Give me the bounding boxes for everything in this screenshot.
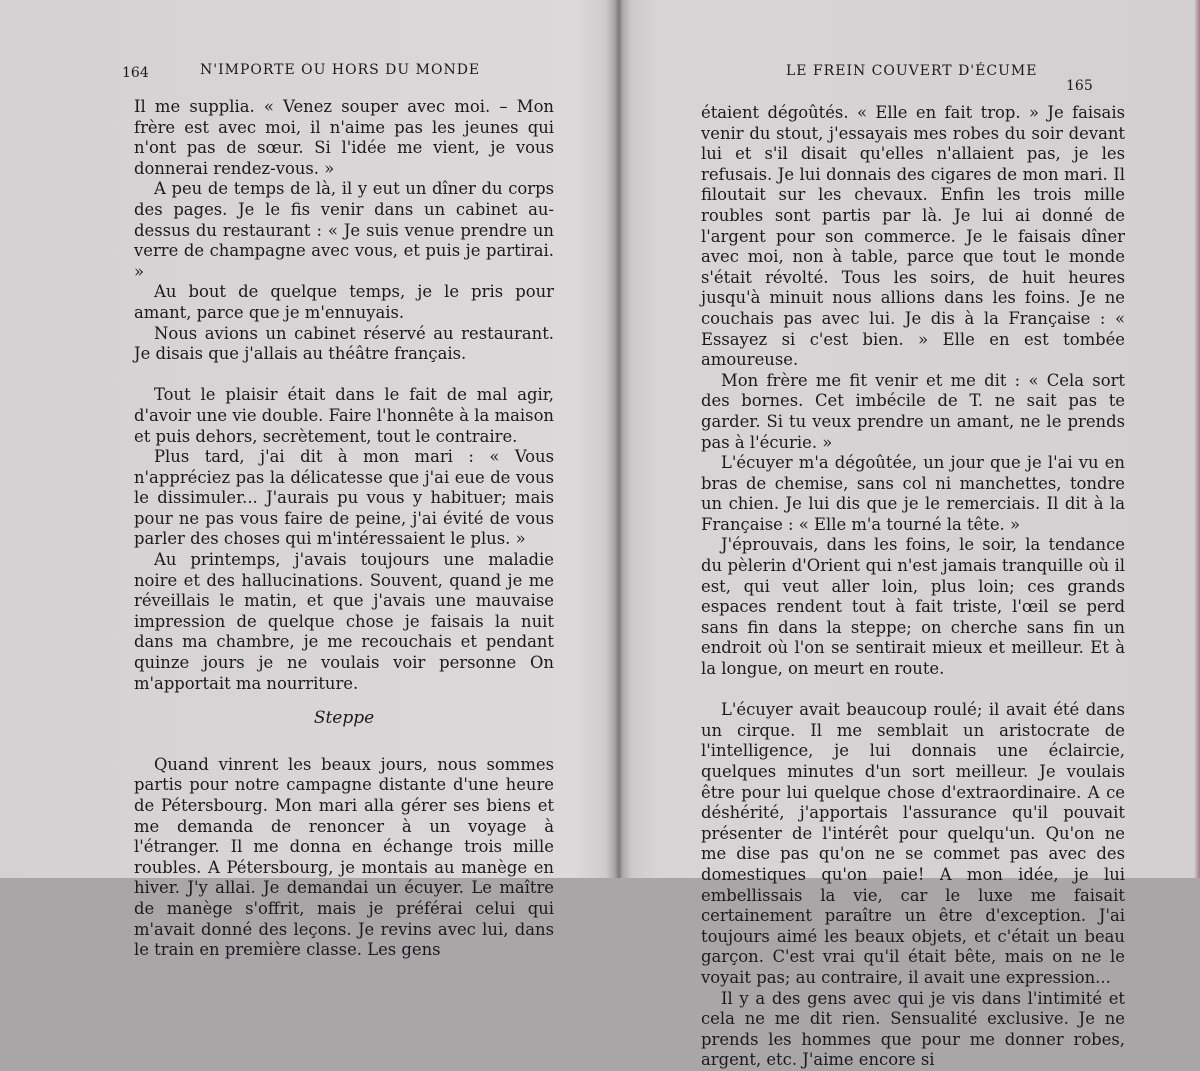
paragraph: Quand vinrent les beaux jours, nous sommes partis pour notre campagne distante d'une heure de Pétersbourg. Mon mari alla gérer ses biens et me demanda de renoncer à un voyage à l'étranger. Il me donna en échange trois mille roubles. A Pétersbourg, je montais au manège en hiver. J'y allai. Je demandai un écuyer. Le maître de manège s'offrit, mais je préférai celui qui m'avait donné des leçons. Je revins avec lui, dans le train en première classe. Les gens: [134, 754, 554, 960]
paragraph: Mon frère me fit venir et me dit : « Cela sort des bornes. Cet imbécile de T. ne sait pas te garder. Si tu veux prendre un amant, ne le prends pas à l'écurie. »: [701, 370, 1125, 452]
paragraph: Il me supplia. « Venez souper avec moi. – Mon frère est avec moi, il n'aime pas les jeunes qui n'ont pas de sœur. Si l'idée me vient, je vous donnerai rendez-vous. »: [134, 97, 554, 178]
paragraph: A peu de temps de là, il y eut un dîner du corps des pages. Je le fis venir dans un cabinet au-dessus du restaurant : « Je suis venue prendre un verre de champagne avec vous, et puis je partirai. »: [134, 179, 554, 281]
paragraph: étaient dégoûtés. « Elle en fait trop. » Je faisais venir du stout, j'essayais mes robes du soir devant lui et s'il disait qu'elles n'allaient pas, je les refusais. Je lui donnais des cigares de mon mari. Il filoutait sur les chevaux. Enfin les trois mille roubles sont partis par là. Je lui ai donné de l'argent pour son commerce. Je le faisais dîner avec moi, non à table, parce que tout le monde s'était révolté. Tous les soirs, de huit heures jusqu'à minuit nous allions dans les foins. Je ne couchais pas avec lui. Je dis à la Française : « Essayez si c'est bien. » Elle en est tombée amoureuse.: [701, 103, 1125, 370]
paragraph: L'écuyer m'a dégoûtée, un jour que je l'ai vu en bras de chemise, sans col ni manchettes, tondre un chien. Je lui dis que je le remerciais. Il dit à la Française : « Elle m'a tourné la tête. »: [701, 453, 1125, 534]
paragraph: Nous avions un cabinet réservé au restaurant. Je disais que j'allais au théâtre français.: [134, 323, 554, 364]
left-page-body: [134, 97, 554, 961]
paragraph: Plus tard, j'ai dit à mon mari : « Vous n'appréciez pas la délicatesse que j'ai eue de vous le dissimuler... J'aurais pu vous y habituer; mais pour ne pas vous faire de peine, j'ai évité de vous parler des choses qui m'intéressaient le plus. »: [134, 447, 554, 549]
paragraph: L'écuyer avait beaucoup roulé; il avait été dans un cirque. Il me semblait un aristocrate de l'intelligence, je lui donnais une éclaircie, quelques minutes d'un sort meilleur. Je voulais être pour lui quelque chose d'extraordinaire. A ce déshérité, j'apportais l'assurance qu'il pouvait présenter de l'intérêt pour quelqu'un. Qu'on ne me dise pas qu'on ne se commet pas avec des domestiques qu'on paie! A mon idée, je lui embellissais la vie, car le luxe me faisait certainement paraître un être d'exception. J'ai toujours aimé les beaux objets, et c'était un beau garçon. C'est vrai qu'il était bête, mais on ne le voyait pas; au contraire, il avait une expression...: [701, 700, 1125, 987]
running-head-right: LE FREIN COUVERT D'ÉCUME: [786, 63, 1038, 79]
left-page: [0, 0, 612, 960]
paragraph: Au printemps, j'avais toujours une maladie noire et des hallucinations. Souvent, quand je me réveillais le matin, et que j'avais une mauvaise impression de quelque chose je faisais la nuit dans ma chambre, je me recouchais et pendant quinze jours je ne voulais voir personne On m'apportait ma nourriture.: [134, 550, 554, 693]
running-head-left: N'IMPORTE OU HORS DU MONDE: [200, 62, 481, 78]
paragraph: Tout le plaisir était dans le fait de mal agir, d'avoir une vie double. Faire l'honnête à la maison et puis dehors, secrètement, tout le contraire.: [134, 385, 554, 446]
paragraph: Au bout de quelque temps, je le pris pour amant, parce que je m'ennuyais.: [134, 282, 554, 322]
paragraph: J'éprouvais, dans les foins, le soir, la tendance du pèlerin d'Orient qui n'est jamais tranquille où il est, qui veut aller loin, plus loin; ces grands espaces rendent tout à fait triste, l'œil se perd sans fin dans la steppe; on cherche sans fin un endroit où l'on se sentirait mieux et meilleur. Et à la longue, on meurt en route.: [701, 535, 1125, 679]
section-break: [134, 365, 554, 386]
section-title: Steppe: [313, 708, 375, 729]
right-page-body: [701, 103, 1125, 1071]
paragraph: Il y a des gens avec qui je vis dans l'intimité et cela ne me dit rien. Sensualité exclusive. Je ne prends les hommes que pour me donner robes, argent, etc. J'aime encore si: [701, 988, 1125, 1070]
section-break: [701, 680, 1125, 701]
page-edge: [1194, 0, 1200, 878]
page-number-right: 165: [1066, 78, 1093, 94]
right-page: [626, 0, 1200, 1070]
page-number-left: 164: [122, 65, 149, 81]
